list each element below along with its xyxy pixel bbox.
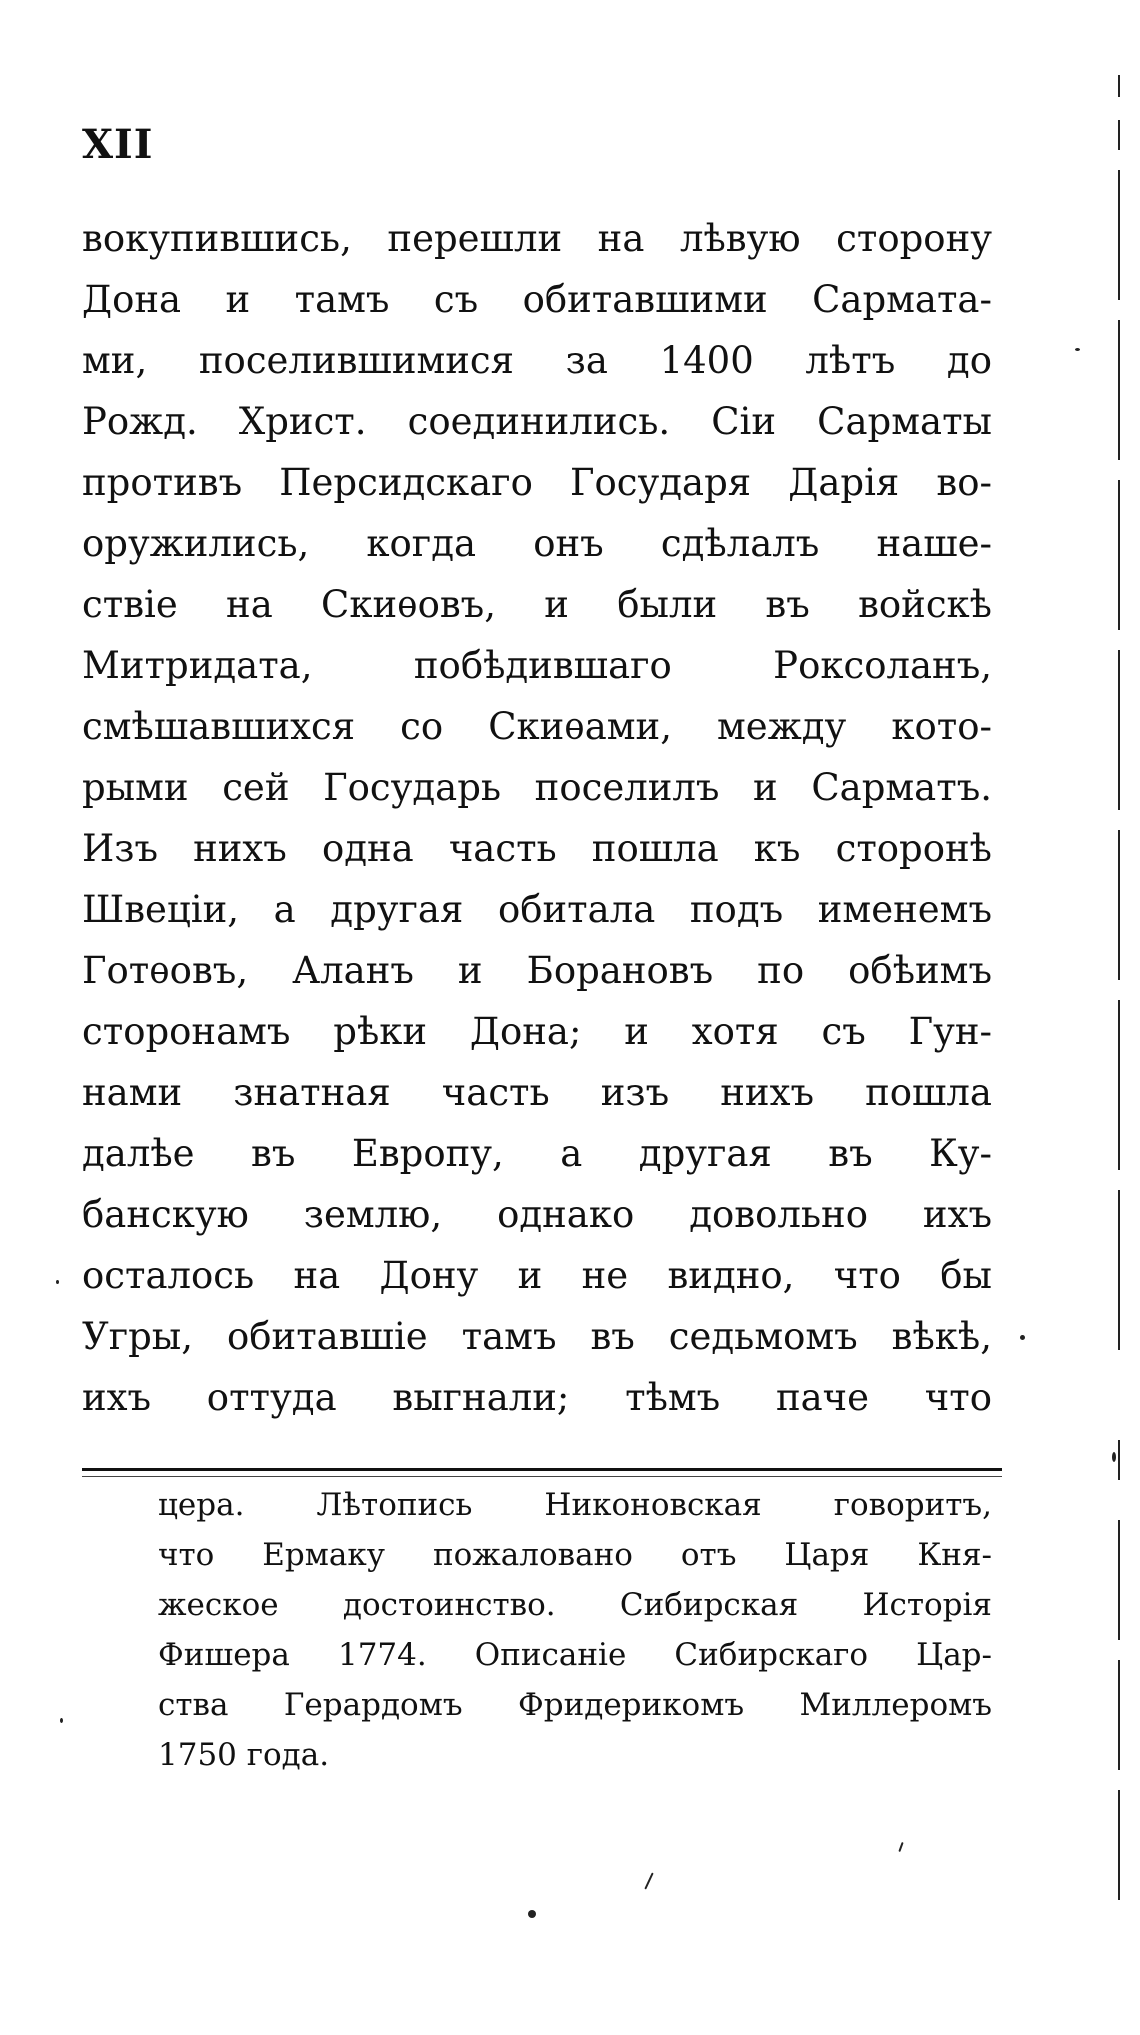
text-line: банскую землю, однако довольно ихъ bbox=[82, 1193, 992, 1236]
scan-speck bbox=[60, 1718, 63, 1723]
footnote-line: жеское достоинство. Сибирская Исторія bbox=[158, 1587, 992, 1623]
page-number: XII bbox=[82, 121, 154, 168]
text-line: далѣе въ Европу, а другая въ Ку- bbox=[82, 1132, 992, 1175]
scan-speck bbox=[644, 1872, 653, 1889]
scan-edge-mark bbox=[1118, 1440, 1120, 1480]
text-line: Угры, обитавшіе тамъ въ седьмомъ вѣкѣ, bbox=[82, 1315, 992, 1358]
footnote-divider bbox=[82, 1468, 1002, 1471]
scan-edge-mark bbox=[1118, 480, 1120, 630]
scan-edge-mark bbox=[1118, 1190, 1120, 1350]
scan-edge-mark bbox=[1118, 1520, 1120, 1640]
scan-edge-mark bbox=[1118, 120, 1120, 150]
scan-speck bbox=[1020, 1335, 1025, 1340]
footnote-line: Фишера 1774. Описаніе Сибирскаго Цар- bbox=[158, 1637, 992, 1673]
scan-edge-mark bbox=[1118, 650, 1120, 810]
scan-speck bbox=[528, 1910, 536, 1918]
footnote-line: ства Герардомъ Фридерикомъ Миллеромъ bbox=[158, 1687, 992, 1723]
text-line: Изъ нихъ одна часть пошла къ сторонѣ bbox=[82, 827, 992, 870]
text-line: смѣшавшихся со Скиѳами, между кото- bbox=[82, 705, 992, 748]
scan-edge-mark bbox=[1118, 1790, 1120, 1900]
text-line: Швеціи, а другая обитала подъ именемъ bbox=[82, 888, 992, 931]
text-line: ми, поселившимися за 1400 лѣтъ до bbox=[82, 339, 992, 382]
scan-edge-mark bbox=[1118, 1660, 1120, 1770]
text-line: вокупившись, перешли на лѣвую сторону bbox=[82, 217, 992, 260]
text-line: Готѳовъ, Аланъ и Борановъ по обѣимъ bbox=[82, 949, 992, 992]
scan-edge-mark bbox=[1118, 1000, 1120, 1170]
text-line: Митридата, побѣдившаго Роксоланъ, bbox=[82, 644, 992, 687]
text-line: рыми сей Государь поселилъ и Сарматъ. bbox=[82, 766, 992, 809]
text-line: осталось на Дону и не видно, что бы bbox=[82, 1254, 992, 1297]
text-line: нами знатная часть изъ нихъ пошла bbox=[82, 1071, 992, 1114]
footnote-line: цера. Лѣтопись Никоновская говоритъ, bbox=[158, 1487, 992, 1523]
text-line: оружились, когда онъ сдѣлалъ наше- bbox=[82, 522, 992, 565]
scan-speck bbox=[1112, 1452, 1116, 1462]
main-text bbox=[82, 208, 992, 1428]
text-line: Рожд. Христ. соединились. Сіи Сарматы bbox=[82, 400, 992, 443]
footnote-line: что Ермаку пожаловано отъ Царя Кня- bbox=[158, 1537, 992, 1573]
text-line: Дона и тамъ съ обитавшими Сармата- bbox=[82, 278, 992, 321]
scan-edge-mark bbox=[1118, 75, 1120, 97]
text-line: ствіе на Скиѳовъ, и были въ войскѣ bbox=[82, 583, 992, 626]
footnote-text bbox=[158, 1480, 992, 1780]
scan-edge-mark bbox=[1118, 170, 1120, 300]
text-line: ихъ оттуда выгнали; тѣмъ паче что bbox=[82, 1376, 992, 1419]
footnote-divider-thin bbox=[82, 1476, 1002, 1477]
footnote-line: 1750 года. bbox=[158, 1737, 330, 1773]
text-line: противъ Персидскаго Государя Дарія во- bbox=[82, 461, 992, 504]
text-line: сторонамъ рѣки Дона; и хотя съ Гун- bbox=[82, 1010, 992, 1053]
scan-edge-mark bbox=[1118, 830, 1120, 980]
scan-speck bbox=[56, 1280, 59, 1284]
scan-edge-mark bbox=[1118, 320, 1120, 460]
scan-speck bbox=[898, 1842, 903, 1852]
scan-speck bbox=[1075, 348, 1080, 351]
